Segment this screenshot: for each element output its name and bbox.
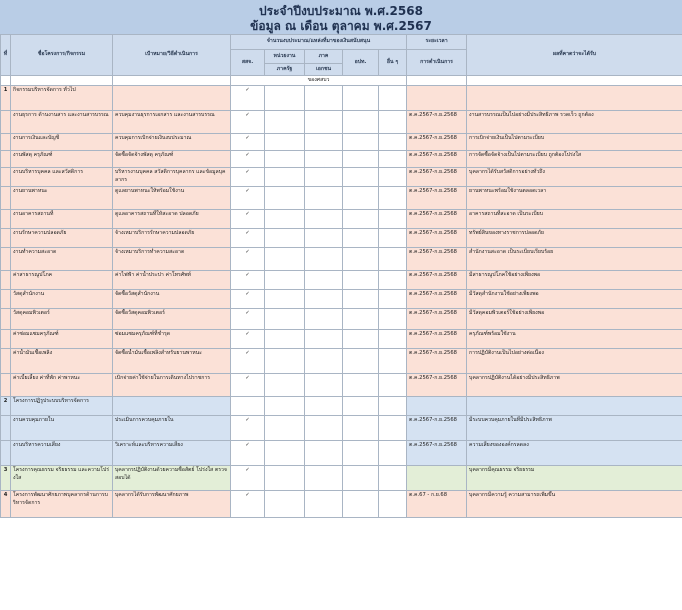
budget-unit-cell	[265, 330, 305, 349]
header-sector: ภาค	[305, 50, 343, 64]
budget-sor-check: ✓	[231, 491, 265, 518]
expected-result: ทรัพย์สินของทางราชการปลอดภัย	[467, 229, 682, 248]
budget-other-cell	[379, 309, 407, 330]
project-target: ดูแลยานพาหนะให้พร้อมใช้งาน	[113, 187, 231, 210]
row-number	[1, 271, 11, 290]
budget-obt-cell	[343, 111, 379, 134]
budget-sector-cell	[305, 86, 343, 111]
budget-sector-cell	[305, 441, 343, 466]
period-cell: ต.ค.67 - ก.ย.68	[407, 491, 467, 518]
table-row	[1, 397, 682, 416]
row-number	[1, 134, 11, 151]
period-cell: ต.ค.2567-ก.ย.2568	[407, 290, 467, 309]
project-target: วิเคราะห์และบริหารความเสี่ยง	[113, 441, 231, 466]
budget-sor-check	[231, 397, 265, 416]
period-cell: ต.ค.2567-ก.ย.2568	[407, 271, 467, 290]
budget-sector-cell	[305, 330, 343, 349]
expected-result: มีวัสดุคอมพิวเตอร์ใช้อย่างเพียงพอ	[467, 309, 682, 330]
row-number: 4	[1, 491, 11, 518]
row-number	[1, 290, 11, 309]
budget-other-cell	[379, 271, 407, 290]
header-no: ที่	[1, 35, 11, 76]
project-name: งานรักษาความปลอดภัย	[11, 229, 113, 248]
project-target: ซ่อมแซมครุภัณฑ์ที่ชำรุด	[113, 330, 231, 349]
project-target	[113, 397, 231, 416]
budget-other-cell	[379, 210, 407, 229]
project-target: เบิกจ่ายค่าใช้จ่ายในการเดินทางไปราชการ	[113, 374, 231, 397]
row-number	[1, 210, 11, 229]
budget-other-cell	[379, 229, 407, 248]
row-number	[1, 374, 11, 397]
project-name: ค่าน้ำมันเชื้อเพลิง	[11, 349, 113, 374]
table-row	[1, 330, 682, 349]
row-number	[1, 111, 11, 134]
budget-sor-check: ✓	[231, 210, 265, 229]
period-cell: ต.ค.2567-ก.ย.2568	[407, 210, 467, 229]
budget-other-cell	[379, 134, 407, 151]
project-target: ควบคุมการเบิกจ่ายเงินงบประมาณ	[113, 134, 231, 151]
expected-result: บุคลากรมีความรู้ ความสามารถเพิ่มขึ้น	[467, 491, 682, 518]
expected-result: ความเสี่ยงขององค์กรลดลง	[467, 441, 682, 466]
project-name: ค่าสาธารณูปโภค	[11, 271, 113, 290]
expected-result	[467, 397, 682, 416]
table-row	[1, 466, 682, 491]
budget-sor-check: ✓	[231, 374, 265, 397]
expected-result: บุคลากรมีคุณธรรม จริยธรรม	[467, 466, 682, 491]
budget-sector-cell	[305, 134, 343, 151]
budget-other-cell	[379, 441, 407, 466]
budget-obt-cell	[343, 466, 379, 491]
period-cell	[407, 466, 467, 491]
budget-other-cell	[379, 466, 407, 491]
project-name: งานธุรการ ด้านงานสาร และงานสารบรรณ	[11, 111, 113, 134]
expected-result: งานสารบรรณเป็นไปอย่างมีประสิทธิภาพ รวดเร็ว ถูกต้อง	[467, 111, 682, 134]
budget-sor-check: ✓	[231, 229, 265, 248]
row-number: 1	[1, 86, 11, 111]
table-row	[1, 134, 682, 151]
page-subtitle: ข้อมูล ณ เดือน ตุลาคม พ.ศ.2567	[250, 19, 432, 33]
budget-other-cell	[379, 111, 407, 134]
budget-obt-cell	[343, 416, 379, 441]
period-cell	[407, 397, 467, 416]
header-other: อื่น ๆ	[379, 50, 407, 76]
budget-unit-cell	[265, 248, 305, 271]
budget-obt-cell	[343, 491, 379, 518]
row-number	[1, 416, 11, 441]
budget-sector-cell	[305, 466, 343, 491]
budget-obt-cell	[343, 349, 379, 374]
budget-unit-cell	[265, 374, 305, 397]
budget-other-cell	[379, 374, 407, 397]
header-result: ผลที่คาดว่าจะได้รับ	[467, 35, 682, 76]
row-number	[1, 168, 11, 187]
project-name: โครงการพัฒนาศักยภาพบุคลากรด้านการบริหารจัดการ	[11, 491, 113, 518]
budget-sector-cell	[305, 210, 343, 229]
budget-obt-cell	[343, 309, 379, 330]
budget-sector-cell	[305, 290, 343, 309]
budget-sor-check: ✓	[231, 466, 265, 491]
budget-sector-cell	[305, 349, 343, 374]
table-row	[1, 271, 682, 290]
budget-unit-cell	[265, 491, 305, 518]
project-name: งานยานพาหนะ	[11, 187, 113, 210]
budget-sor-check: ✓	[231, 271, 265, 290]
table-row	[1, 210, 682, 229]
budget-sor-check: ✓	[231, 416, 265, 441]
budget-sector-cell	[305, 229, 343, 248]
budget-sector-cell	[305, 151, 343, 168]
project-target: ดูแลอาคารสถานที่ให้สะอาด ปลอดภัย	[113, 210, 231, 229]
budget-sor-check: ✓	[231, 111, 265, 134]
project-name: งานบริหารบุคคล และสวัสดิการ	[11, 168, 113, 187]
budget-sector-cell	[305, 374, 343, 397]
table-row	[1, 229, 682, 248]
row-number: 3	[1, 466, 11, 491]
expected-result: สำนักงานสะอาด เป็นระเบียบเรียบร้อย	[467, 248, 682, 271]
budget-obt-cell	[343, 86, 379, 111]
expected-result: ยานพาหนะพร้อมใช้งานตลอดเวลา	[467, 187, 682, 210]
header-period-group: ระยะเวลา	[407, 35, 467, 50]
budget-sor-check: ✓	[231, 248, 265, 271]
header-obt: อปท.	[343, 50, 379, 76]
budget-sor-check: ✓	[231, 330, 265, 349]
period-cell: ต.ค.2567-ก.ย.2568	[407, 229, 467, 248]
project-target: ประเมินการควบคุมภายใน	[113, 416, 231, 441]
budget-sor-check: ✓	[231, 309, 265, 330]
table-row	[1, 309, 682, 330]
budget-obt-cell	[343, 374, 379, 397]
expected-result: อาคารสถานที่สะอาด เป็นระเบียบ	[467, 210, 682, 229]
budget-sor-check: ✓	[231, 349, 265, 374]
budget-sector-cell	[305, 168, 343, 187]
table-row	[1, 290, 682, 309]
budget-obt-cell	[343, 397, 379, 416]
budget-obt-cell	[343, 229, 379, 248]
budget-other-cell	[379, 491, 407, 518]
header-period: การดำเนินการ	[407, 50, 467, 76]
budget-obt-cell	[343, 151, 379, 168]
budget-obt-cell	[343, 248, 379, 271]
budget-unit-cell	[265, 134, 305, 151]
project-target: จ้างเหมาบริการทำความสะอาด	[113, 248, 231, 271]
expected-result: การเบิกจ่ายเงินเป็นไปตามระเบียบ	[467, 134, 682, 151]
budget-other-cell	[379, 349, 407, 374]
budget-sor-check: ✓	[231, 86, 265, 111]
project-name: โครงการปฏิรูประบบบริหารจัดการ	[11, 397, 113, 416]
title-band	[0, 0, 682, 35]
table-row	[1, 441, 682, 466]
project-name: งานควบคุมภายใน	[11, 416, 113, 441]
header-sor-sor: สสจ.	[231, 50, 265, 76]
period-cell: ต.ค.2567-ก.ย.2568	[407, 416, 467, 441]
budget-unit-cell	[265, 86, 305, 111]
project-target: บุคลากรได้รับการพัฒนาศักยภาพ	[113, 491, 231, 518]
period-cell	[407, 86, 467, 111]
row-number	[1, 349, 11, 374]
budget-other-cell	[379, 187, 407, 210]
row-number	[1, 187, 11, 210]
project-target: บริหารงานบุคคล สวัสดิการบุคลากร และข้อมูลบุคลากร	[113, 168, 231, 187]
budget-obt-cell	[343, 210, 379, 229]
budget-unit-cell	[265, 290, 305, 309]
period-cell: ต.ค.2567-ก.ย.2568	[407, 309, 467, 330]
table-row	[1, 151, 682, 168]
budget-other-cell	[379, 397, 407, 416]
row-number	[1, 330, 11, 349]
expected-result	[467, 86, 682, 111]
budget-unit-cell	[265, 271, 305, 290]
budget-unit-cell	[265, 168, 305, 187]
budget-unit-cell	[265, 441, 305, 466]
project-name: โครงการคุณธรรม จริยธรรม และความโปร่งใส	[11, 466, 113, 491]
project-target: จ้างเหมาบริการรักษาความปลอดภัย	[113, 229, 231, 248]
budget-unit-cell	[265, 309, 305, 330]
table-row	[1, 248, 682, 271]
table-row	[1, 349, 682, 374]
budget-obt-cell	[343, 271, 379, 290]
header-unit: หน่วยงาน	[265, 50, 305, 64]
period-cell: ต.ค.2567-ก.ย.2568	[407, 349, 467, 374]
period-cell: ต.ค.2567-ก.ย.2568	[407, 374, 467, 397]
header-target: เป้าหมาย/วิธีดำเนินการ	[113, 35, 231, 76]
table-row	[1, 111, 682, 134]
period-cell: ต.ค.2567-ก.ย.2568	[407, 187, 467, 210]
budget-unit-cell	[265, 416, 305, 441]
period-cell: ต.ค.2567-ก.ย.2568	[407, 330, 467, 349]
budget-other-cell	[379, 168, 407, 187]
budget-unit-cell	[265, 466, 305, 491]
row-number	[1, 441, 11, 466]
project-name: ค่าซ่อมแซมครุภัณฑ์	[11, 330, 113, 349]
expected-result: ครุภัณฑ์พร้อมใช้งาน	[467, 330, 682, 349]
budget-unit-cell	[265, 397, 305, 416]
budget-unit-cell	[265, 187, 305, 210]
header-budget-group: จำนวนงบประมาณ/แหล่งที่มาของเงินสนับสนุน	[231, 35, 407, 50]
budget-unit-cell	[265, 349, 305, 374]
budget-unit-cell	[265, 111, 305, 134]
period-cell: ต.ค.2567-ก.ย.2568	[407, 441, 467, 466]
project-name: งานพัสดุ ครุภัณฑ์	[11, 151, 113, 168]
expected-result: มีระบบควบคุมภายในที่มีประสิทธิภาพ	[467, 416, 682, 441]
expected-result: การจัดซื้อจัดจ้างเป็นไปตามระเบียบ ถูกต้องโปร่งใส	[467, 151, 682, 168]
project-name: งานบริหารความเสี่ยง	[11, 441, 113, 466]
table-row	[1, 491, 682, 518]
page-title: ประจำปีงบประมาณ พ.ศ.2568	[259, 4, 423, 18]
row-number: 2	[1, 397, 11, 416]
budget-sector-cell	[305, 416, 343, 441]
expected-result: การปฏิบัติงานเป็นไปอย่างต่อเนื่อง	[467, 349, 682, 374]
budget-other-cell	[379, 151, 407, 168]
budget-sector-cell	[305, 271, 343, 290]
project-name: งานอาคารสถานที่	[11, 210, 113, 229]
budget-sor-check: ✓	[231, 441, 265, 466]
project-target: ค่าไฟฟ้า ค่าน้ำประปา ค่าโทรศัพท์	[113, 271, 231, 290]
row-number	[1, 151, 11, 168]
budget-sector-cell	[305, 397, 343, 416]
expected-result: มีสาธารณูปโภคใช้อย่างเพียงพอ	[467, 271, 682, 290]
expected-result: บุคลากรปฏิบัติงานได้อย่างมีประสิทธิภาพ	[467, 374, 682, 397]
project-name: งานการเงินและบัญชี	[11, 134, 113, 151]
table-row	[1, 86, 682, 111]
period-cell: ต.ค.2567-ก.ย.2568	[407, 168, 467, 187]
header-name: ชื่อโครงการ/กิจกรรม	[11, 35, 113, 76]
project-target: ควบคุมงานธุรการเอกสาร และงานสารบรรณ	[113, 111, 231, 134]
period-cell: ต.ค.2567-ก.ย.2568	[407, 151, 467, 168]
budget-sor-check: ✓	[231, 290, 265, 309]
budget-other-cell	[379, 330, 407, 349]
project-target: จัดซื้อน้ำมันเชื้อเพลิงสำหรับยานพาหนะ	[113, 349, 231, 374]
project-name: กิจกรรมบริหารจัดการ ทั่วไป	[11, 86, 113, 111]
budget-unit-cell	[265, 229, 305, 248]
budget-sector-cell	[305, 491, 343, 518]
budget-obt-cell	[343, 290, 379, 309]
project-target: จัดซื้อวัสดุคอมพิวเตอร์	[113, 309, 231, 330]
period-cell: ต.ค.2567-ก.ย.2568	[407, 111, 467, 134]
budget-other-cell	[379, 86, 407, 111]
budget-other-cell	[379, 290, 407, 309]
budget-obt-cell	[343, 134, 379, 151]
project-name: ค่าเบี้ยเลี้ยง ค่าที่พัก ค่าพาหนะ	[11, 374, 113, 397]
expected-result: บุคลากรได้รับสวัสดิการอย่างทั่วถึง	[467, 168, 682, 187]
budget-sector-cell	[305, 248, 343, 271]
project-name: งานทำความสะอาด	[11, 248, 113, 271]
period-cell: ต.ค.2567-ก.ย.2568	[407, 248, 467, 271]
budget-other-cell	[379, 416, 407, 441]
budget-unit-cell	[265, 151, 305, 168]
header-sector-sub: เอกชน	[305, 64, 343, 76]
row-number	[1, 248, 11, 271]
budget-sector-cell	[305, 187, 343, 210]
table-row	[1, 374, 682, 397]
budget-sor-check: ✓	[231, 168, 265, 187]
budget-obt-cell	[343, 330, 379, 349]
budget-subheader: ของศสบว	[231, 76, 407, 86]
plan-table	[0, 34, 682, 518]
table-row	[1, 187, 682, 210]
budget-unit-cell	[265, 210, 305, 229]
budget-obt-cell	[343, 168, 379, 187]
project-name: วัสดุคอมพิวเตอร์	[11, 309, 113, 330]
project-target: จัดซื้อวัสดุสำนักงาน	[113, 290, 231, 309]
table-row	[1, 416, 682, 441]
project-target	[113, 86, 231, 111]
budget-sector-cell	[305, 111, 343, 134]
budget-obt-cell	[343, 187, 379, 210]
budget-sector-cell	[305, 309, 343, 330]
project-target: บุคลากรปฏิบัติงานด้วยความซื่อสัตย์ โปร่งใส ตรวจสอบได้	[113, 466, 231, 491]
project-target: จัดซื้อจัดจ้างพัสดุ ครุภัณฑ์	[113, 151, 231, 168]
budget-sor-check: ✓	[231, 151, 265, 168]
budget-sor-check: ✓	[231, 134, 265, 151]
budget-other-cell	[379, 248, 407, 271]
budget-obt-cell	[343, 441, 379, 466]
row-number	[1, 229, 11, 248]
table-row	[1, 168, 682, 187]
period-cell: ต.ค.2567-ก.ย.2568	[407, 134, 467, 151]
project-name: วัสดุสำนักงาน	[11, 290, 113, 309]
header-unit-sub: ภาครัฐ	[265, 64, 305, 76]
row-number	[1, 309, 11, 330]
expected-result: มีวัสดุสำนักงานใช้อย่างเพียงพอ	[467, 290, 682, 309]
budget-sor-check: ✓	[231, 187, 265, 210]
